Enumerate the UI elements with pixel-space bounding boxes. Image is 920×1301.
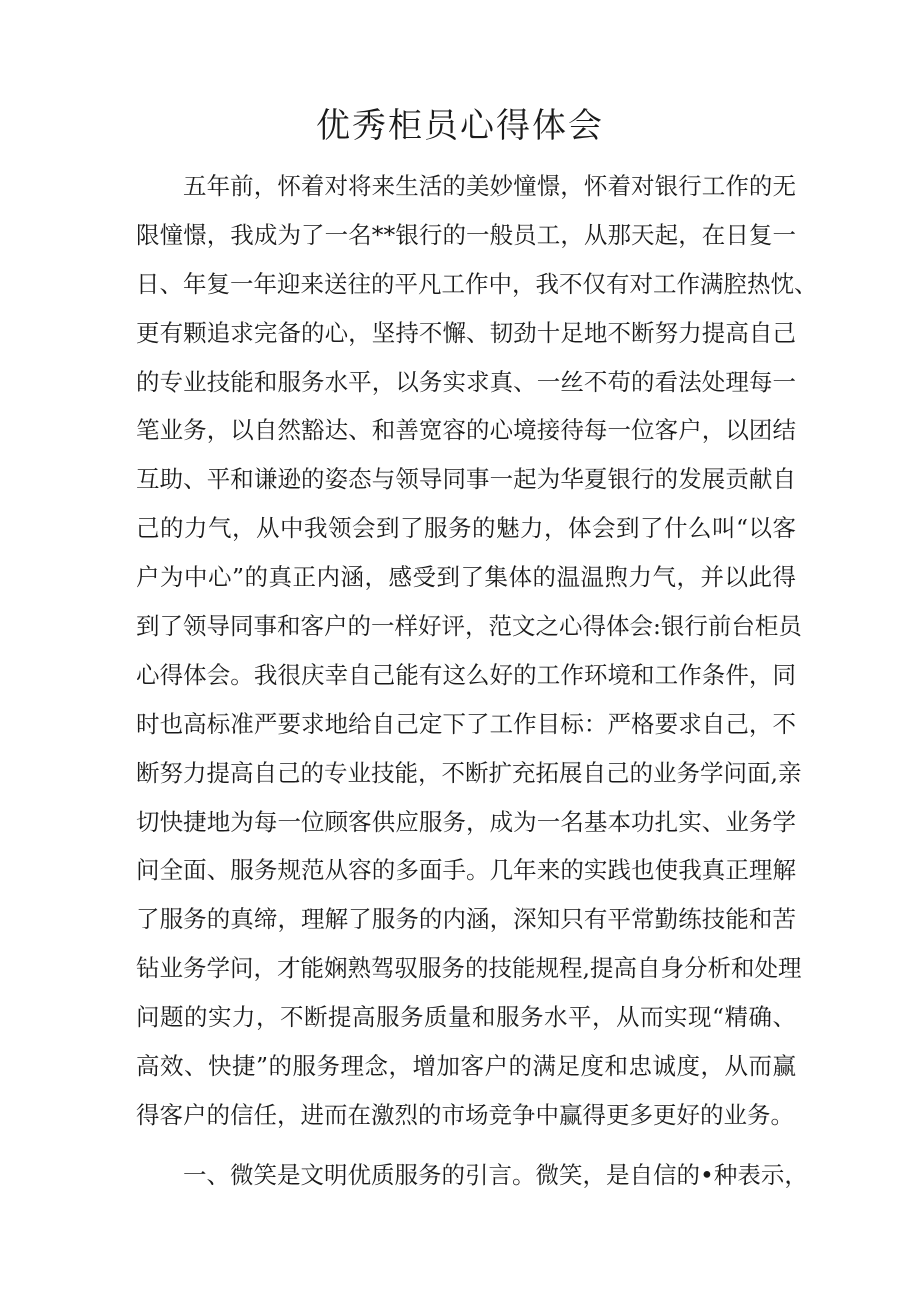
- text-line: 断努力提高自己的专业技能，不断扩充拓展自己的业务学问面,亲: [136, 758, 802, 787]
- text-line: 限憧憬，我成为了一名**银行的一般员工，从那天起，在日复一: [136, 220, 796, 249]
- text-line: 问题的实力，不断提高服务质量和服务水平，从而实现“精确、: [136, 1003, 796, 1032]
- text-line: 的专业技能和服务水平，以务实求真、一丝不苟的看法处理每一: [136, 367, 796, 396]
- text-line: 时也高标准严要求地给自己定下了工作目标：严格要求自己，不: [136, 709, 796, 738]
- text-line: 户为中心”的真正内涵，感受到了集体的温温煦力气，并以此得: [136, 563, 796, 592]
- document-title: 优秀柜员心得体会: [316, 106, 604, 146]
- paragraph-gap: [136, 1140, 796, 1151]
- text-line: 更有颗追求完备的心，坚持不懈、韧劲十足地不断努力提高自己: [136, 318, 796, 347]
- text-line: 到了领导同事和客户的一样好评，范文之心得体会:银行前台柜员: [136, 612, 802, 641]
- text-line: 高效、快捷”的服务理念，增加客户的满足度和忠诚度，从而赢: [136, 1052, 796, 1081]
- text-line: 日、年复一年迎来送往的平凡工作中，我不仅有对工作满腔热忱、: [136, 269, 818, 298]
- text-line: 了服务的真缔，理解了服务的内涵，深知只有平常勤练技能和苦: [136, 905, 796, 934]
- paragraph-1: [136, 162, 818, 1140]
- paragraph-2: [136, 1151, 808, 1200]
- text-line: 一、微笑是文明优质服务的引言。微笑，是自信的•种表示，: [183, 1160, 808, 1189]
- text-line: 问全面、服务规范从容的多面手。几年来的实践也使我真正理解: [136, 856, 796, 885]
- text-line: 心得体会。我很庆幸自己能有这么好的工作环境和工作条件，同: [136, 660, 796, 689]
- document-body: [136, 162, 818, 1200]
- text-line: 得客户的信任，进而在激烈的市场竞争中赢得更多更好的业务。: [136, 1100, 794, 1129]
- text-line: 五年前，怀着对将来生活的美妙憧憬，怀着对银行工作的无: [183, 172, 796, 200]
- text-line: 切快捷地为每一位顾客供应服务，成为一名基本功扎实、业务学: [136, 807, 796, 836]
- text-line: 己的力气，从中我领会到了服务的魅力，体会到了什么叫“以客: [136, 514, 796, 543]
- text-line: 钻业务学问，才能娴熟驾驭服务的技能规程,提高自身分析和处理: [136, 954, 802, 983]
- text-line: 互助、平和谦逊的姿态与领导同事一起为华夏银行的发展贡献自: [136, 465, 796, 494]
- text-line: 笔业务，以自然豁达、和善宽容的心境接待每一位客户，以团结: [136, 416, 796, 445]
